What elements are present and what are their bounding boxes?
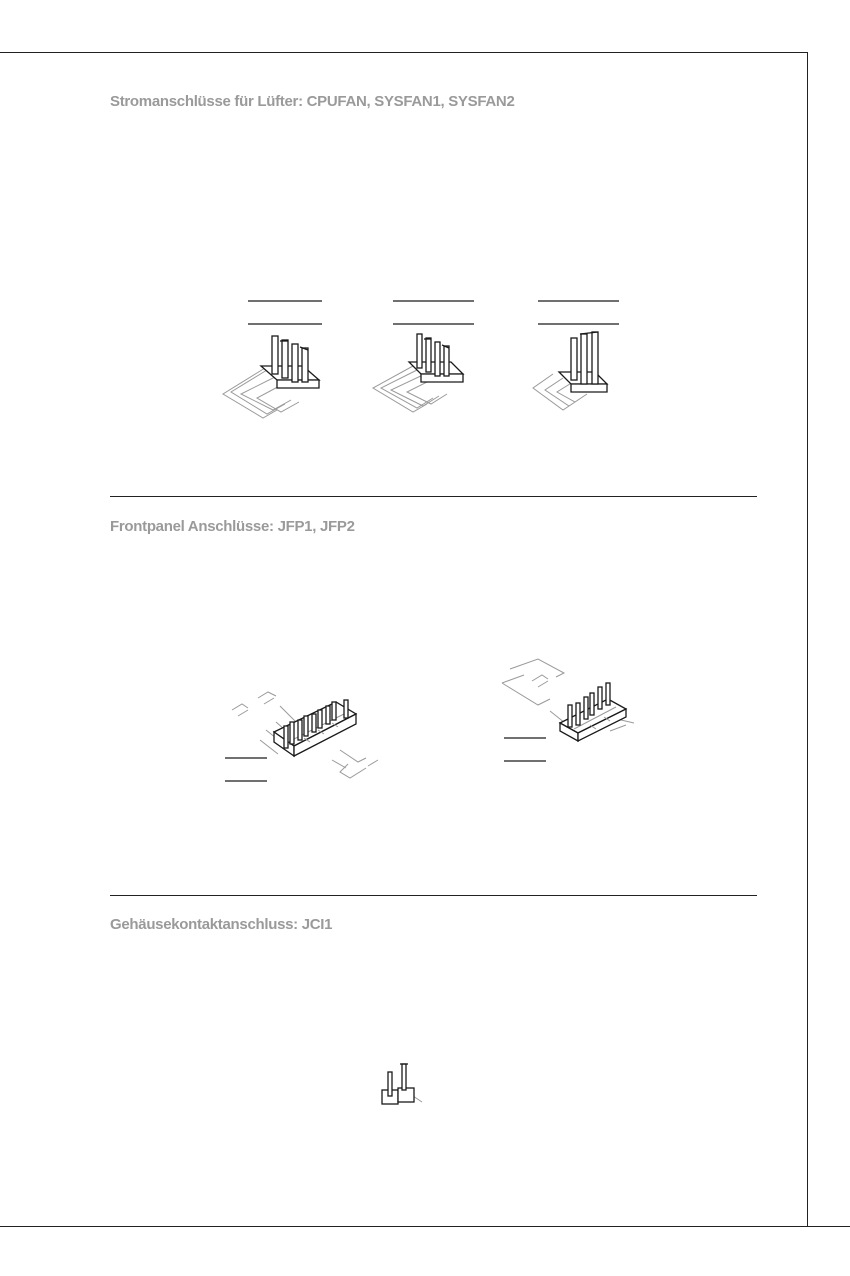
- fan-connectors-diagram: [215, 290, 635, 430]
- jfp1-connector-diagram: [220, 680, 390, 790]
- jfp2-connector-diagram: [498, 655, 648, 765]
- front-panel-section-heading: Frontpanel Anschlüsse: JFP1, JFP2: [110, 518, 355, 535]
- fan-section-heading: Stromanschlüsse für Lüfter: CPUFAN, SYSFAN1, SYSFAN2: [110, 93, 515, 110]
- page-frame-top: [0, 52, 807, 53]
- chassis-intrusion-section-heading: Gehäusekontaktanschluss: JCI1: [110, 916, 333, 933]
- fan-connector-1: [223, 301, 322, 418]
- page-frame-bottom: [0, 1226, 850, 1227]
- section-divider: [110, 496, 757, 497]
- section-divider: [110, 895, 757, 896]
- page-frame-right: [807, 52, 808, 1227]
- fan-connector-2: [373, 301, 474, 412]
- jci1-connector-diagram: [378, 1060, 428, 1110]
- fan-connector-3: [533, 301, 619, 410]
